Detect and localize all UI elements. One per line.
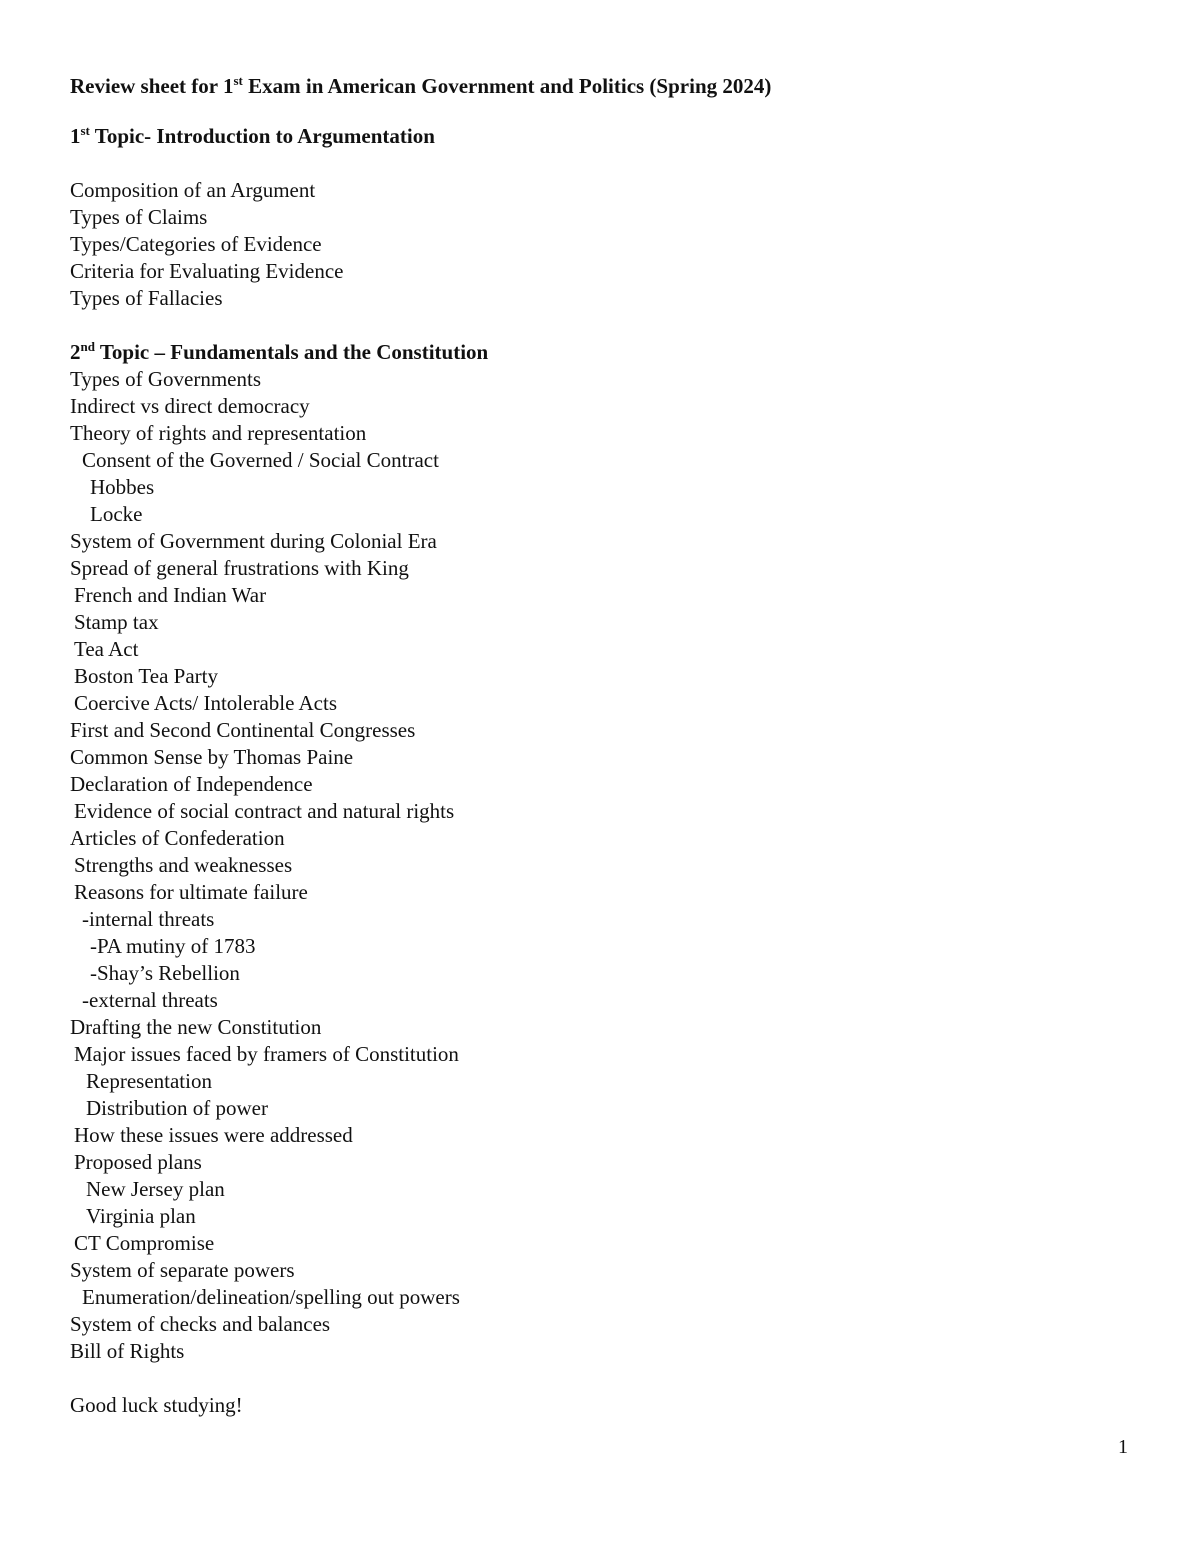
topic-2-item: Declaration of Independence xyxy=(70,772,313,796)
topic-2-item: Spread of general frustrations with King xyxy=(70,556,409,580)
title-text-rest: Exam in American Government and Politics (Spring 2024) xyxy=(242,74,772,98)
spacer xyxy=(70,150,1130,177)
topic-2-item: -PA mutiny of 1783 xyxy=(90,934,256,958)
topic-2-item: Locke xyxy=(90,502,143,526)
topic-2-item: Enumeration/delineation/spelling out powers xyxy=(82,1285,460,1309)
topic-2-item: Bill of Rights xyxy=(70,1339,185,1363)
topic-2-title: Topic – Fundamentals and the Constitution xyxy=(94,340,489,364)
topic-2-item: First and Second Continental Congresses xyxy=(70,718,416,742)
topic-2-number: 2 xyxy=(70,340,81,364)
topic-1-item: Types of Claims xyxy=(70,205,208,229)
topic-2-item: Articles of Confederation xyxy=(70,826,285,850)
spacer xyxy=(70,1365,1130,1392)
document-page xyxy=(70,70,1130,1419)
topic-2-item: Common Sense by Thomas Paine xyxy=(70,745,354,769)
topic-1-item: Types of Fallacies xyxy=(70,286,223,310)
title-text: Review sheet for 1 xyxy=(70,74,234,98)
topic-2-item: Strengths and weaknesses xyxy=(74,853,293,877)
topic-2-item: Representation xyxy=(86,1069,212,1093)
topic-1-number: 1 xyxy=(70,124,81,148)
topic-2-item: Proposed plans xyxy=(74,1150,202,1174)
topic-2-item: System of checks and balances xyxy=(70,1312,331,1336)
spacer xyxy=(70,102,1130,123)
topic-2-item: How these issues were addressed xyxy=(74,1123,353,1147)
topic-2-item: Boston Tea Party xyxy=(74,664,218,688)
topic-2-item: Major issues faced by framers of Constitution xyxy=(74,1042,459,1066)
topic-2-item: Consent of the Governed / Social Contract xyxy=(82,448,439,472)
topic-2-item: Hobbes xyxy=(90,475,155,499)
topic-2-list xyxy=(70,366,1130,1365)
topic-1-superscript: st xyxy=(80,123,90,138)
topic-1-list xyxy=(70,177,1130,312)
topic-2-item: Distribution of power xyxy=(86,1096,268,1120)
closing-text: Good luck studying! xyxy=(70,1393,243,1417)
topic-2-item: Theory of rights and representation xyxy=(70,421,367,445)
topic-1-item: Criteria for Evaluating Evidence xyxy=(70,259,344,283)
topic-2-item: -external threats xyxy=(82,988,218,1012)
topic-1-heading xyxy=(70,123,1130,150)
page-number: 1 xyxy=(1118,1436,1128,1458)
topic-2-item: -internal threats xyxy=(82,907,215,931)
topic-2-item: New Jersey plan xyxy=(86,1177,225,1201)
topic-1-item: Composition of an Argument xyxy=(70,178,316,202)
topic-2-item: Indirect vs direct democracy xyxy=(70,394,310,418)
topic-2-item: -Shay’s Rebellion xyxy=(90,961,240,985)
topic-2-item: Virginia plan xyxy=(86,1204,196,1228)
topic-2-item: CT Compromise xyxy=(74,1231,215,1255)
topic-2-item: System of Government during Colonial Era xyxy=(70,529,437,553)
topic-2-item: Evidence of social contract and natural rights xyxy=(74,799,455,823)
topic-2-item: Tea Act xyxy=(74,637,139,661)
title-superscript: st xyxy=(233,73,243,88)
spacer xyxy=(70,312,1130,339)
topic-1-title: Topic- Introduction to Argumentation xyxy=(89,124,435,148)
topic-2-superscript: nd xyxy=(80,339,95,354)
topic-2-item: French and Indian War xyxy=(74,583,267,607)
topic-2-item: Reasons for ultimate failure xyxy=(74,880,308,904)
topic-2-item: Types of Governments xyxy=(70,367,261,391)
topic-2-heading xyxy=(70,339,1130,366)
topic-2-item: Stamp tax xyxy=(74,610,159,634)
topic-1-item: Types/Categories of Evidence xyxy=(70,232,322,256)
topic-2-item: Coercive Acts/ Intolerable Acts xyxy=(74,691,338,715)
topic-2-item: Drafting the new Constitution xyxy=(70,1015,322,1039)
topic-2-item: System of separate powers xyxy=(70,1258,295,1282)
document-title xyxy=(70,70,1130,102)
